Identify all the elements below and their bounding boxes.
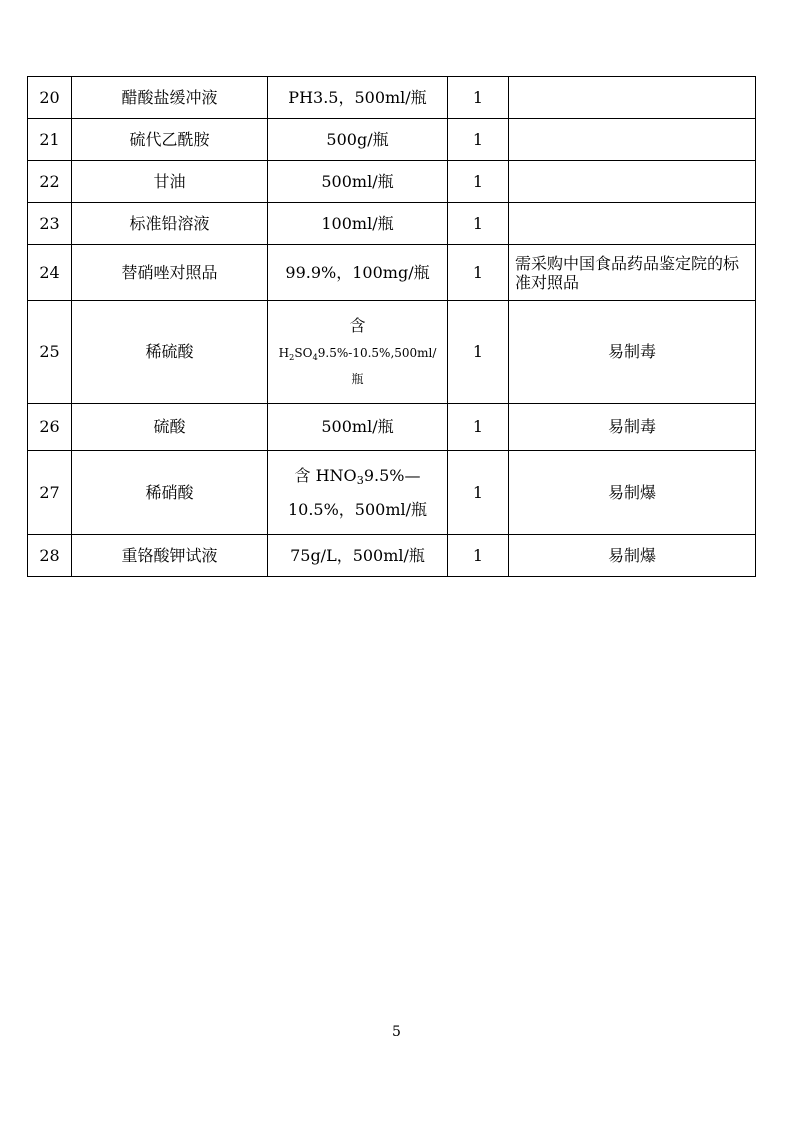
reagent-table [27,76,756,577]
reagent-name: 重铬酸钾试液 [72,535,268,577]
reagent-spec: PH3.5，500ml/瓶 [268,77,448,119]
reagent-quantity: 1 [448,301,509,404]
reagent-name: 甘油 [72,161,268,203]
reagent-quantity: 1 [448,535,509,577]
reagent-note [509,119,756,161]
reagent-quantity: 1 [448,203,509,245]
reagent-name: 替硝唑对照品 [72,245,268,301]
reagent-spec: 75g/L，500ml/瓶 [268,535,448,577]
reagent-note [509,77,756,119]
spec-line-2: 10.5%，500ml/瓶 [287,499,428,519]
row-number: 23 [28,203,72,245]
reagent-spec: 500ml/瓶 [268,161,448,203]
row-number: 27 [28,451,72,535]
formula-rest: 9.5%-10.5%,500ml/ [317,346,437,360]
table-row [28,301,756,404]
spec-line-1: 含 [349,316,366,335]
formula-so-subscript: 4 [312,352,318,362]
reagent-spec [268,451,448,535]
formula-subscript: 3 [356,473,364,487]
reagent-quantity: 1 [448,77,509,119]
row-number: 24 [28,245,72,301]
table-row [28,77,756,119]
row-number: 25 [28,301,72,404]
reagent-name: 硫代乙酰胺 [72,119,268,161]
reagent-quantity: 1 [448,451,509,535]
row-number: 20 [28,77,72,119]
reagent-spec [268,301,448,404]
row-number: 22 [28,161,72,203]
formula-so: SO [294,346,313,360]
table-row [28,535,756,577]
page-number: 5 [392,1024,401,1040]
reagent-quantity: 1 [448,245,509,301]
spec-tail: 瓶 [351,372,364,386]
table-row [28,245,756,301]
reagent-spec: 500g/瓶 [268,119,448,161]
reagent-spec: 100ml/瓶 [268,203,448,245]
reagent-quantity: 1 [448,404,509,451]
table-row [28,161,756,203]
reagent-note: 易制毒 [509,301,756,404]
reagent-spec: 500ml/瓶 [268,404,448,451]
reagent-note: 需采购中国食品药品鉴定院的标准对照品 [509,245,756,301]
row-number: 26 [28,404,72,451]
reagent-note: 易制毒 [509,404,756,451]
formula-post: 9.5%— [363,465,421,485]
table-row [28,203,756,245]
reagent-quantity: 1 [448,119,509,161]
reagent-note: 易制爆 [509,535,756,577]
reagent-note [509,203,756,245]
row-number: 28 [28,535,72,577]
reagent-note: 易制爆 [509,451,756,535]
reagent-spec: 99.9%，100mg/瓶 [268,245,448,301]
table-row [28,451,756,535]
reagent-name: 标准铅溶液 [72,203,268,245]
reagent-quantity: 1 [448,161,509,203]
formula-h: H [278,346,290,360]
row-number: 21 [28,119,72,161]
reagent-name: 稀硝酸 [72,451,268,535]
table-row [28,404,756,451]
spec-formula [272,339,443,367]
reagent-name: 醋酸盐缓冲液 [72,77,268,119]
reagent-name: 稀硫酸 [72,301,268,404]
reagent-note [509,161,756,203]
formula-pre: 含 HNO [294,465,357,485]
formula-h-subscript: 2 [289,352,295,362]
table-row [28,119,756,161]
reagent-name: 硫酸 [72,404,268,451]
spec-line-1 [272,459,443,493]
